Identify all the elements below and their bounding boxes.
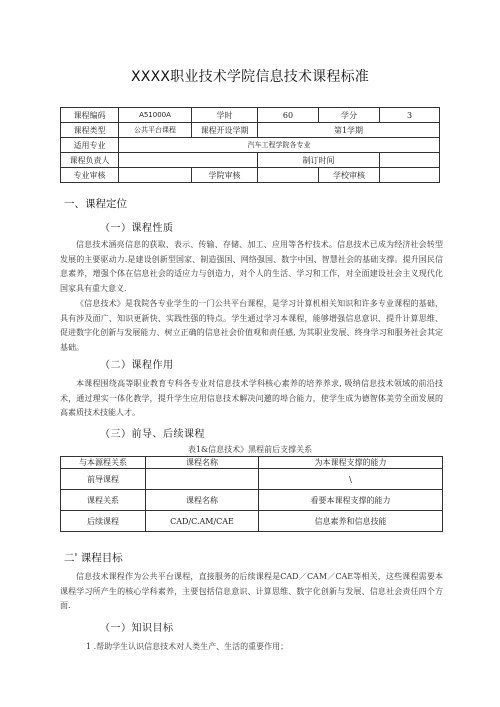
column-header: 为本课程支撑的能力	[259, 457, 443, 469]
cell-owner-label: 课程负责人	[61, 153, 119, 168]
paragraph-nature-1: 信息技术涵亮信息的获取、表示、传输、存储、加工、应用等各柠技术。信息技术已成为经济社会转型发展的主要驱动力.是建设创新型国家、制造强国、网络强国、数字中国、智慧社会的基础支撑。提升国民信息素养，增强个体在信息社会的适应力与创造力，对个人的生活、学习和工作，对全面建设社会主义现代化国家具有重大意义.	[60, 240, 443, 293]
cell-college-review-label: 学院审核	[192, 168, 258, 183]
column-header: 课程名称	[146, 457, 259, 469]
cell-school-review	[380, 168, 440, 183]
cell-major: 汽车工程学院各专业	[119, 138, 440, 153]
cell-school-review-label: 学校审核	[319, 168, 380, 183]
cell-owner	[119, 153, 258, 168]
cell-major-review-label: 专业审核	[61, 168, 119, 183]
paragraph-role: 本课程围绕高等职业教育专科各专业对信息技术学科核心素养的培养养求, 吸纳信息技术领域的前沿技术，通过理实一体化教学，提升学生应用信息技术解决问邀的埠合能力，使学生成为德智体美劳全面发展的高素质技术技能人才。	[60, 379, 443, 417]
cell-semester: 第1学期	[258, 123, 440, 138]
table-cell: 课程名称	[146, 490, 259, 511]
cell-course-type-label: 课程类型	[61, 123, 119, 138]
cell-credits-label: 学分	[319, 108, 380, 123]
table-row	[61, 168, 440, 183]
table-row	[61, 469, 443, 490]
cell-course-type: 公共平台课程	[119, 123, 192, 138]
course-support-table	[60, 456, 443, 532]
table-cell: \	[259, 469, 443, 490]
cell-semester-label: 课程开设学期	[192, 123, 258, 138]
table-row	[61, 138, 440, 153]
table-cell: CAD/C.AM/CAE	[146, 511, 259, 532]
cell-course-code: A51000A	[119, 108, 192, 123]
subsection-heading-knowledge: （一）知识目标	[100, 623, 174, 634]
table-row	[61, 123, 440, 138]
cell-credits: 3	[380, 108, 440, 123]
list-item: 1 .帮助学生认识信息技术对人类生产、生活的重要作用；	[86, 642, 289, 651]
table-cell: 课程关系	[61, 490, 146, 511]
subsection-heading-role: （二）课程作用	[100, 360, 174, 371]
document-title: XXXX职业技术学院信息技术课程标准	[131, 69, 369, 85]
section-heading-positioning: 一、课程定位	[64, 198, 127, 210]
table-header-row	[61, 457, 443, 469]
paragraph-objectives: 信息技术课程作为公共平台课程，直接服务的后续课程是CAD／CAM／CAE等相关，这些课程需要本课程学习所产生的核心学科素养，主要包括信息意识、计算思维、数字化创新与发展、信息社会责任四个方面.	[60, 572, 443, 610]
table-cell: 后续课程	[61, 511, 146, 532]
table-row	[61, 153, 440, 168]
subsection-heading-nature: （一）课程性质	[100, 223, 174, 234]
cell-major-label: 适用专业	[61, 138, 119, 153]
section-heading-objectives: 二' 课程目标	[64, 552, 123, 564]
cell-hours-label: 学时	[192, 108, 258, 123]
table-cell: 前导课程	[61, 469, 146, 490]
cell-major-review	[119, 168, 192, 183]
cell-course-code-label: 课程编码	[61, 108, 119, 123]
cell-college-review	[258, 168, 319, 183]
table-row	[61, 490, 443, 511]
table-row	[61, 511, 443, 532]
table-cell: 信息素养和信息技能	[259, 511, 443, 532]
table-caption: 表1&信息技术》黑程前后支撑关系	[187, 445, 313, 454]
table-cell: 看要本课程支撑的能力	[259, 490, 443, 511]
cell-date-label: 制订时间	[258, 153, 380, 168]
cell-hours: 60	[258, 108, 319, 123]
paragraph-nature-2: 《信息技术》是我院各专业学生的一门公共平台课程，是学习计算机相关知识和许多专业课程的基础，具有涉及面广、知识更新快、实践性强的特点。学生通过学习本课程，能够增强信息意识、提升计算思维、促进数字化创新与发展能力、树立正确的信息社会价值观和责任感, 为其职业发展、终身学习和服务社会其定基础。	[60, 299, 443, 352]
course-info-table	[60, 107, 440, 183]
table-row	[61, 108, 440, 123]
subsection-heading-related-courses: （三）前导、后续课程	[100, 429, 205, 440]
table-cell	[146, 469, 259, 490]
cell-date	[380, 153, 440, 168]
column-header: 与本源程关系	[61, 457, 146, 469]
